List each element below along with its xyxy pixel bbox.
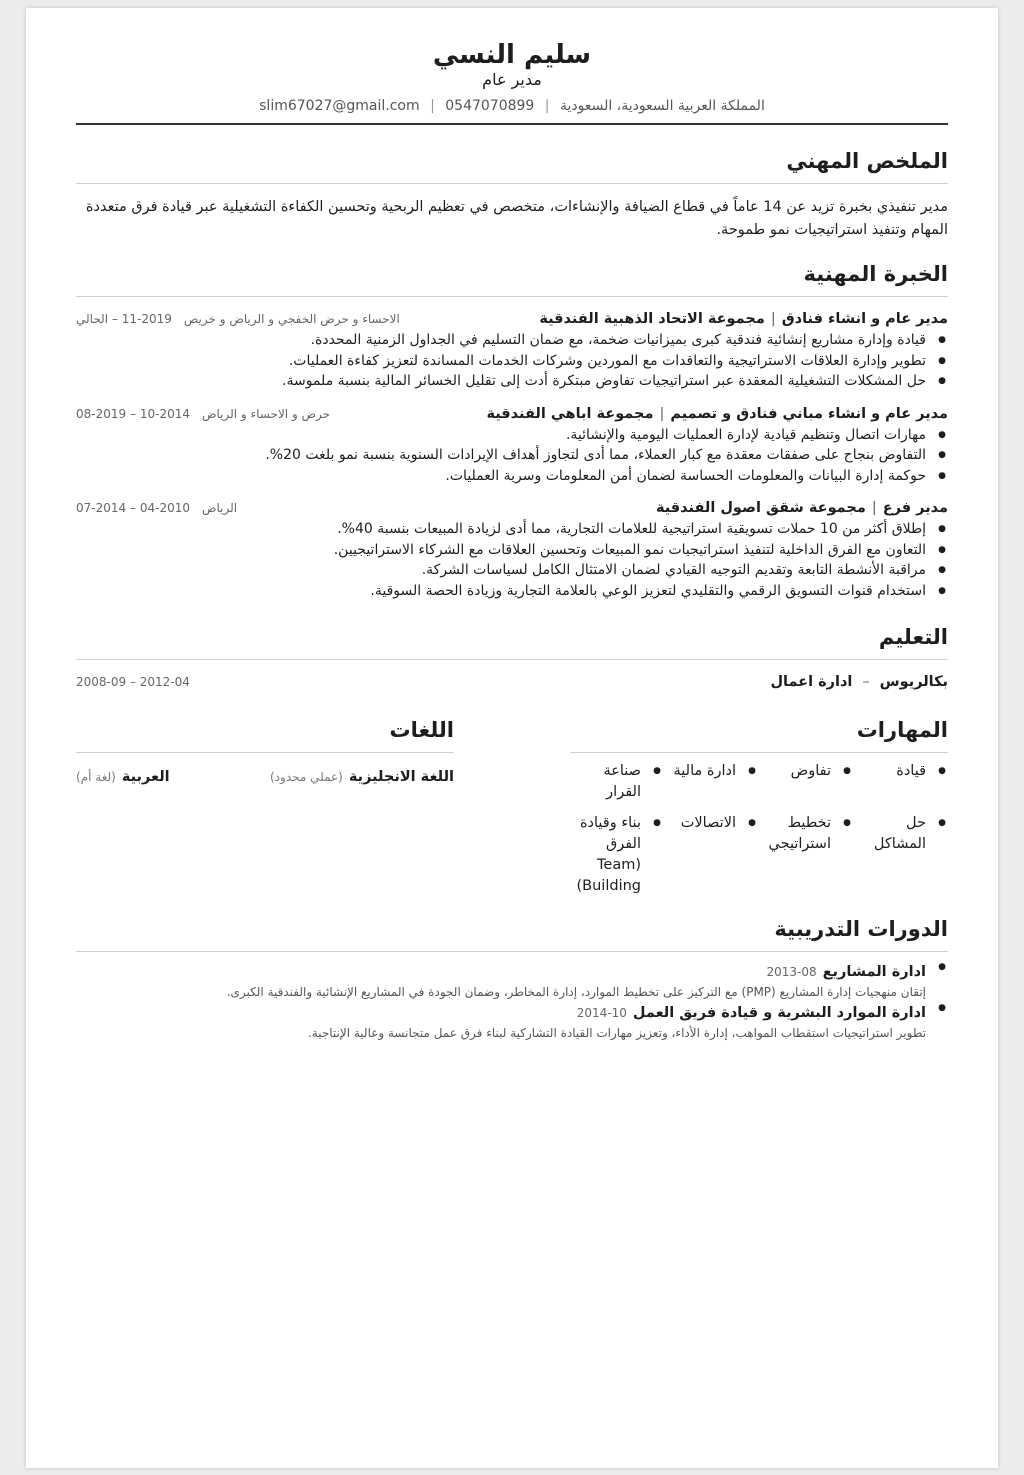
resume-header	[76, 40, 948, 116]
courses-list	[76, 960, 948, 1042]
skill-item: ● تفاوض	[758, 761, 853, 803]
course-header	[76, 1001, 926, 1024]
candidate-role: مدير عام	[482, 70, 542, 89]
skill-item: ● حل المشاكل	[853, 813, 948, 897]
course-item	[76, 1001, 948, 1042]
section-divider	[570, 752, 948, 753]
skills-title: المهارات	[856, 718, 948, 742]
education-degree: بكالريوس	[879, 674, 948, 690]
job-bullet: ● التفاوض بنجاح على صفقات معقدة مع كبار العملاء، مما أدى لتجاوز أهداف الإيرادات السنوية بنسبة نمو بلغت 20%.	[76, 445, 948, 466]
job-bullet: ● قيادة وإدارة مشاريع إنشائية فندقية كبرى بميزانيات ضخمة، مع ضمان التسليم في الجداول الزمنية المحددة.	[76, 330, 948, 351]
summary-text: مدير تنفيذي بخبرة تزيد عن 14 عاماً في قطاع الضيافة والإنشاءات، متخصص في تعظيم الربحية وتحسين الكفاءة التشغيلية عبر قيادة فرق متعددة المهام وتنفيذ استراتيجيات نمو طموحة.	[85, 199, 948, 238]
course-date: 2013-08	[766, 965, 817, 979]
course-header	[76, 960, 926, 983]
title-separator: |	[770, 311, 776, 327]
job-bullets	[76, 519, 948, 601]
job-bullets	[76, 330, 948, 392]
contact-separator: |	[430, 98, 435, 114]
experience-title: الخبرة المهنية	[803, 262, 948, 286]
job-company: مجموعة الاتحاد الذهبية الفندقية	[539, 311, 765, 327]
title-separator: |	[871, 500, 877, 516]
job-bullet: ● مراقبة الأنشطة التابعة وتقديم التوجيه القيادي لضمان الامتثال الكامل لسياسات الشركة.	[76, 560, 948, 581]
skills-section	[570, 716, 948, 907]
courses-section	[76, 915, 948, 1042]
education-field: ادارة اعمال	[770, 674, 853, 690]
job-entry	[76, 309, 948, 392]
job-dates: 2014-10 – 2019-08	[76, 406, 190, 421]
skills-grid	[570, 761, 948, 907]
job-entry	[76, 404, 948, 487]
job-title-line	[539, 309, 948, 329]
course-name: ادارة الموارد البشرية و قيادة فريق العمل	[632, 1005, 926, 1021]
resume-content	[76, 8, 948, 1042]
education-section	[76, 623, 948, 692]
language-item	[76, 766, 170, 787]
courses-title: الدورات التدريبية	[774, 917, 948, 941]
education-entry	[76, 672, 948, 692]
section-divider	[76, 183, 948, 184]
job-title: مدير فرع	[882, 500, 948, 516]
course-name: ادارة المشاريع	[822, 964, 926, 980]
course-description: إتقان منهجيات إدارة المشاريع (PMP) مع التركيز على تخطيط الموارد، إدارة المخاطر، وضمان الجودة في المشاريع الإنشائية والفندقية الكبرى.	[226, 985, 926, 999]
job-header	[76, 309, 948, 329]
skill-item: ● الاتصالات	[663, 813, 758, 897]
section-divider	[76, 659, 948, 660]
job-location: الاحساء و حرض الخفجي و الرياض و خريص	[183, 312, 400, 326]
job-bullets	[76, 425, 948, 487]
job-title: مدير عام و انشاء فنادق	[781, 311, 948, 327]
education-dash: –	[862, 674, 870, 690]
job-header	[76, 498, 948, 518]
skill-item: ● ادارة مالية	[663, 761, 758, 803]
job-title-line	[656, 498, 948, 518]
course-description: تطوير استراتيجيات استقطاب المواهب، إدارة الأداء، وتعزيز مهارات القيادة التشاركية لبناء فرق عمل متجانسة وعالية الإنتاجية.	[307, 1026, 926, 1040]
job-title: مدير عام و انشاء مباني فنادق و تصميم	[670, 405, 948, 422]
section-divider	[76, 951, 948, 952]
skill-item: ● بناء وقيادة الفرق (Team Building)	[570, 813, 663, 897]
contact-phone: 0547070899	[445, 98, 535, 114]
experience-section	[76, 260, 948, 601]
job-dates: 2010-04 – 2014-07	[76, 501, 190, 515]
job-bullet: ● حل المشكلات التشغيلية المعقدة عبر استراتيجيات تفاوض مبتكرة أدت إلى تقليل الخسائر المالية بنسبة ملموسة.	[76, 371, 948, 392]
job-meta	[76, 498, 237, 518]
job-bullet: ● استخدام قنوات التسويق الرقمي والتقليدي لتعزيز الوعي بالعلامة التجارية وزيادة الحصة السوقية.	[76, 581, 948, 602]
summary-title: الملخص المهني	[786, 149, 948, 173]
header-divider	[76, 123, 948, 125]
resume-page	[26, 8, 998, 1468]
section-divider	[76, 296, 948, 297]
languages-list	[76, 766, 454, 787]
education-title: التعليم	[878, 625, 948, 649]
language-name: اللغة الانجليزية	[348, 769, 454, 785]
candidate-name: سليم النسي	[432, 40, 592, 70]
contact-location: المملكة العربية السعودية، السعودية	[559, 98, 765, 114]
job-meta	[76, 309, 400, 329]
contact-line	[76, 96, 948, 116]
job-bullet: ● تطوير وإدارة العلاقات الاستراتيجية والتعاقدات مع الموردين وشركات الخدمات المساندة لتعزيز كفاءة العمليات.	[76, 351, 948, 372]
languages-section	[76, 716, 454, 907]
skill-item: ● تخطيط استراتيجي	[758, 813, 853, 897]
education-dates: 2008-09 – 2012-04	[76, 675, 190, 689]
course-date: 2014-10	[576, 1006, 627, 1020]
contact-separator: |	[544, 98, 550, 114]
job-bullet: ● التعاون مع الفرق الداخلية لتنفيذ استراتيجيات نمو المبيعات وتحسين العلاقات مع الشركاء الاستراتيجيين.	[76, 540, 948, 561]
skill-item: ● صناعة القرار	[570, 761, 663, 803]
language-level: (لغة أم)	[76, 770, 116, 784]
title-separator: |	[659, 405, 665, 422]
job-location: الرياض	[201, 501, 238, 515]
job-company: مجموعة اباهي الفندقية	[486, 405, 654, 422]
education-degree-line	[770, 672, 948, 692]
summary-section	[76, 147, 948, 242]
job-entry	[76, 498, 948, 601]
language-item	[270, 766, 454, 787]
language-name: العربية	[121, 769, 170, 785]
course-item	[76, 960, 948, 1001]
language-level: (عملي محدود)	[270, 770, 343, 784]
job-dates: 2019-11 – الحالي	[76, 312, 172, 326]
skill-item: ● قيادة	[853, 761, 948, 803]
job-bullet: ● مهارات اتصال وتنظيم قيادية لإدارة العمليات اليومية والإنشائية.	[76, 425, 948, 446]
job-header	[76, 404, 948, 424]
section-divider	[76, 752, 454, 753]
job-bullet: ● إطلاق أكثر من 10 حملات تسويقية استراتيجية للعلامات التجارية، مما أدى لزيادة المبيعات بنسبة 40%.	[76, 519, 948, 540]
job-bullet: ● حوكمة إدارة البيانات والمعلومات الحساسة لضمان أمن المعلومات وسرية العمليات.	[76, 466, 948, 487]
job-company: مجموعة شقق اصول الفندقية	[655, 500, 866, 516]
job-location: حرض و الاحساء و الرياض	[201, 406, 331, 421]
contact-email[interactable]: slim67027@gmail.com	[259, 98, 420, 114]
job-meta	[76, 404, 330, 424]
skills-languages-row	[76, 716, 948, 907]
languages-title: اللغات	[389, 718, 454, 742]
job-title-line	[486, 404, 948, 424]
